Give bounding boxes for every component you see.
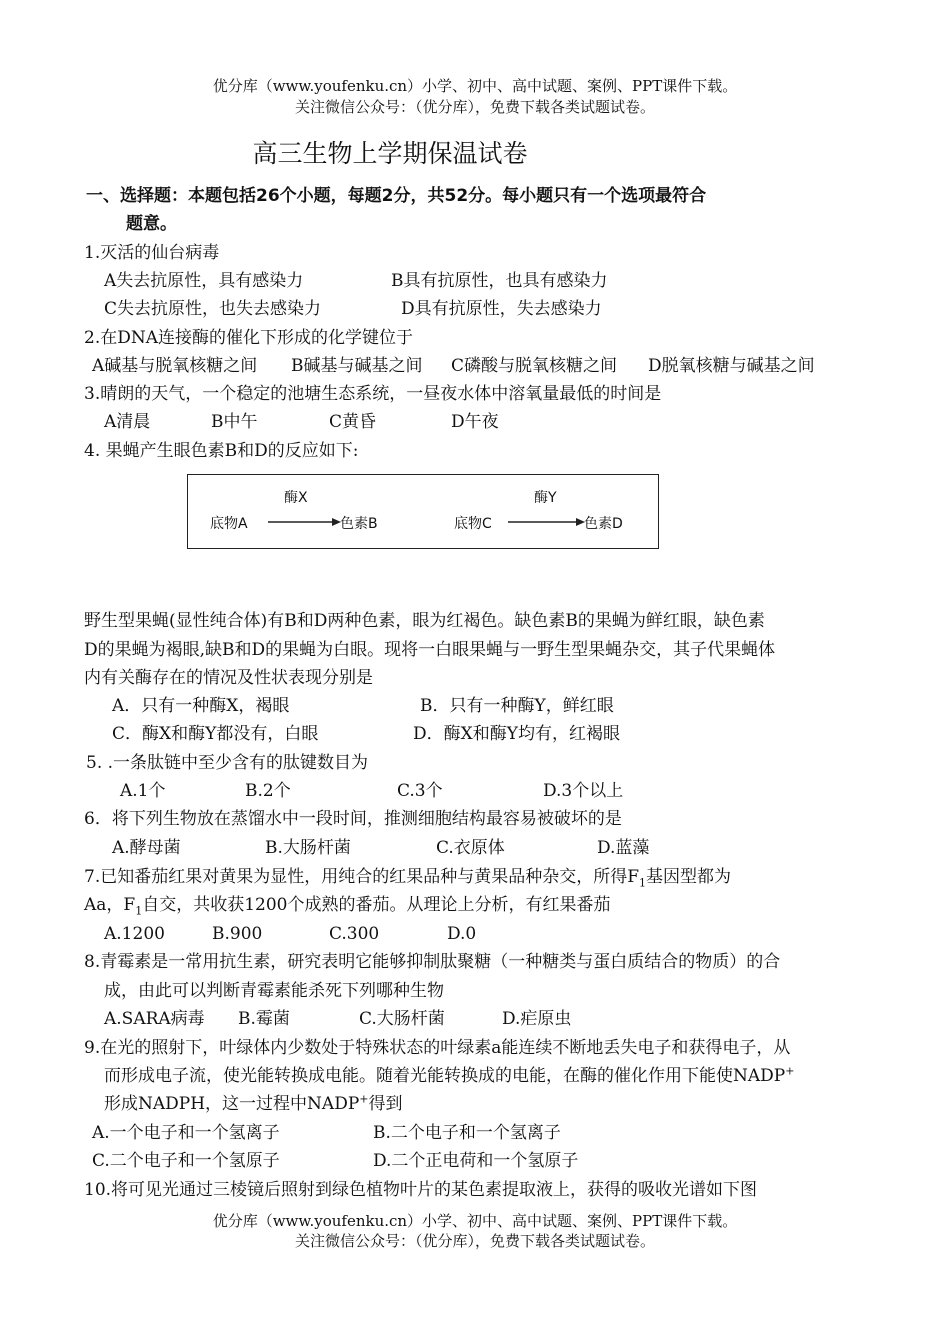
q8-option-b: B.霉菌 [238,1009,290,1029]
q1-option-b: B具有抗原性，也具有感染力 [391,271,608,291]
q1-option-c: C失去抗原性，也失去感染力 [104,299,322,319]
q9-stem-line-2: 而形成电子流，使光能转换成电能。随着光能转换成的电能，在酶的催化作用下能使NADP+ [104,1064,795,1086]
substrate-c-label: 底物C [454,516,492,532]
enzyme-x-label: 酶X [284,490,308,506]
q7-option-a: A.1200 [104,924,165,944]
q5-option-b: B.2个 [245,781,291,801]
q4-paragraph-1: 野生型果蝇(显性纯合体)有B和D两种色素，眼为红褐色。缺色素B的果蝇为鲜红眼，缺色素 [84,611,765,631]
q8-stem-line-2: 成，由此可以判断青霉素能杀死下列哪种生物 [104,981,444,1001]
q9-option-b: B.二个电子和一个氢离子 [373,1123,561,1143]
q8-option-a: A.SARA病毒 [104,1009,205,1029]
q5-option-d: D.3个以上 [543,781,624,801]
q1-stem: 1.灭活的仙台病毒 [84,243,220,263]
q6-option-c: C.衣原体 [436,838,505,858]
footer-line-1: 优分库（www.youfenku.cn）小学、初中、高中试题、案例、PPT课件下载。 [212,1212,738,1230]
q9-option-d: D.二个正电荷和一个氢原子 [373,1151,579,1171]
q2-option-c: C磷酸与脱氧核糖之间 [451,356,618,376]
section-heading: 一、选择题：本题包括26个小题，每题2分，共52分。每小题只有一个选项最符合 [86,186,707,206]
q4-option-d: D．酶X和酶Y均有，红褐眼 [413,724,620,744]
enzyme-y-label: 酶Y [534,490,557,506]
q10-stem: 10.将可见光通过三棱镜后照射到绿色植物叶片的某色素提取液上，获得的吸收光谱如下图 [84,1180,758,1200]
q4-option-c: C．酶X和酶Y都没有，白眼 [112,724,319,744]
q3-option-c: C黄昏 [329,412,377,432]
q3-option-d: D午夜 [451,412,499,432]
q6-option-d: D.蓝藻 [597,838,650,858]
pigment-d-label: 色素D [584,516,623,532]
q2-stem: 2.在DNA连接酶的催化下形成的化学键位于 [84,328,414,348]
q7-option-b: B.900 [212,924,263,944]
q2-option-a: A碱基与脱氧核糖之间 [92,356,258,376]
section-heading-cont: 题意。 [126,214,177,234]
q8-option-c: C.大肠杆菌 [359,1009,445,1029]
q3-option-b: B中午 [211,412,258,432]
q5-option-a: A.1个 [120,781,166,801]
q7-stem-line-2: Aa，$F_1$自交，共收获1200个成熟的番茄。从理论上分析，有红果番茄 [84,895,611,918]
page-title: 高三生物上学期保温试卷 [252,139,528,168]
footer-line-2: 关注微信公众号：（优分库），免费下载各类试题试卷。 [294,1232,655,1250]
q6-option-b: B.大肠杆菌 [265,838,351,858]
q5-option-c: C.3个 [397,781,443,801]
q4-option-a: A．只有一种酶X，褐眼 [112,696,290,716]
arrow-icon [266,515,342,529]
q6-stem: 6．将下列生物放在蒸馏水中一段时间，推测细胞结构最容易被破坏的是 [84,809,622,829]
q1-option-a: A失去抗原性，具有感染力 [104,271,304,291]
q4-stem: 4. 果蝇产生眼色素B和D的反应如下: [84,441,359,461]
q9-option-a: A.一个电子和一个氢离子 [92,1123,280,1143]
q6-option-a: A.酵母菌 [112,838,181,858]
q8-stem-line-1: 8.青霉素是一常用抗生素，研究表明它能够抑制肽聚糖（一种糖类与蛋白质结合的物质）的合 [84,952,781,972]
q5-stem: 5. .一条肽链中至少含有的肽键数目为 [86,753,369,773]
q4-paragraph-2: D的果蝇为褐眼,缺B和D的果蝇为白眼。现将一白眼果蝇与一野生型果蝇杂交，其子代果蝇体 [84,640,776,660]
q7-option-c: C.300 [329,924,380,944]
q3-stem: 3.晴朗的天气，一个稳定的池塘生态系统，一昼夜水体中溶氧量最低的时间是 [84,384,662,404]
substrate-a-label: 底物A [210,516,248,532]
q7-option-d: D.0 [447,924,477,944]
q2-option-d: D脱氧核糖与碱基之间 [648,356,815,376]
q9-option-c: C.二个电子和一个氢原子 [92,1151,280,1171]
q4-paragraph-3: 内有关酶存在的情况及性状表现分别是 [84,668,373,688]
reaction-diagram [187,474,659,549]
q9-stem-line-1: 9.在光的照射下，叶绿体内少数处于特殊状态的叶绿素a能连续不断地丢失电子和获得电子，从 [84,1038,791,1058]
q3-option-a: A清晨 [104,412,151,432]
q7-stem-line-1: 7.已知番茄红果对黄果为显性，用纯合的红果品种与黄果品种杂交，所得$F_1$基因型都为 [84,867,732,890]
q8-option-d: D.疟原虫 [502,1009,572,1029]
header-line-1: 优分库（www.youfenku.cn）小学、初中、高中试题、案例、PPT课件下载。 [212,77,738,95]
q2-option-b: B碱基与碱基之间 [291,356,423,376]
q4-option-b: B．只有一种酶Y，鲜红眼 [420,696,614,716]
q1-option-d: D具有抗原性，失去感染力 [401,299,602,319]
header-line-2: 关注微信公众号：（优分库），免费下载各类试题试卷。 [294,98,655,116]
arrow-icon [506,515,586,529]
q9-stem-line-3: 形成NADPH，这一过程中NADP+得到 [104,1092,403,1114]
pigment-b-label: 色素B [340,516,378,532]
